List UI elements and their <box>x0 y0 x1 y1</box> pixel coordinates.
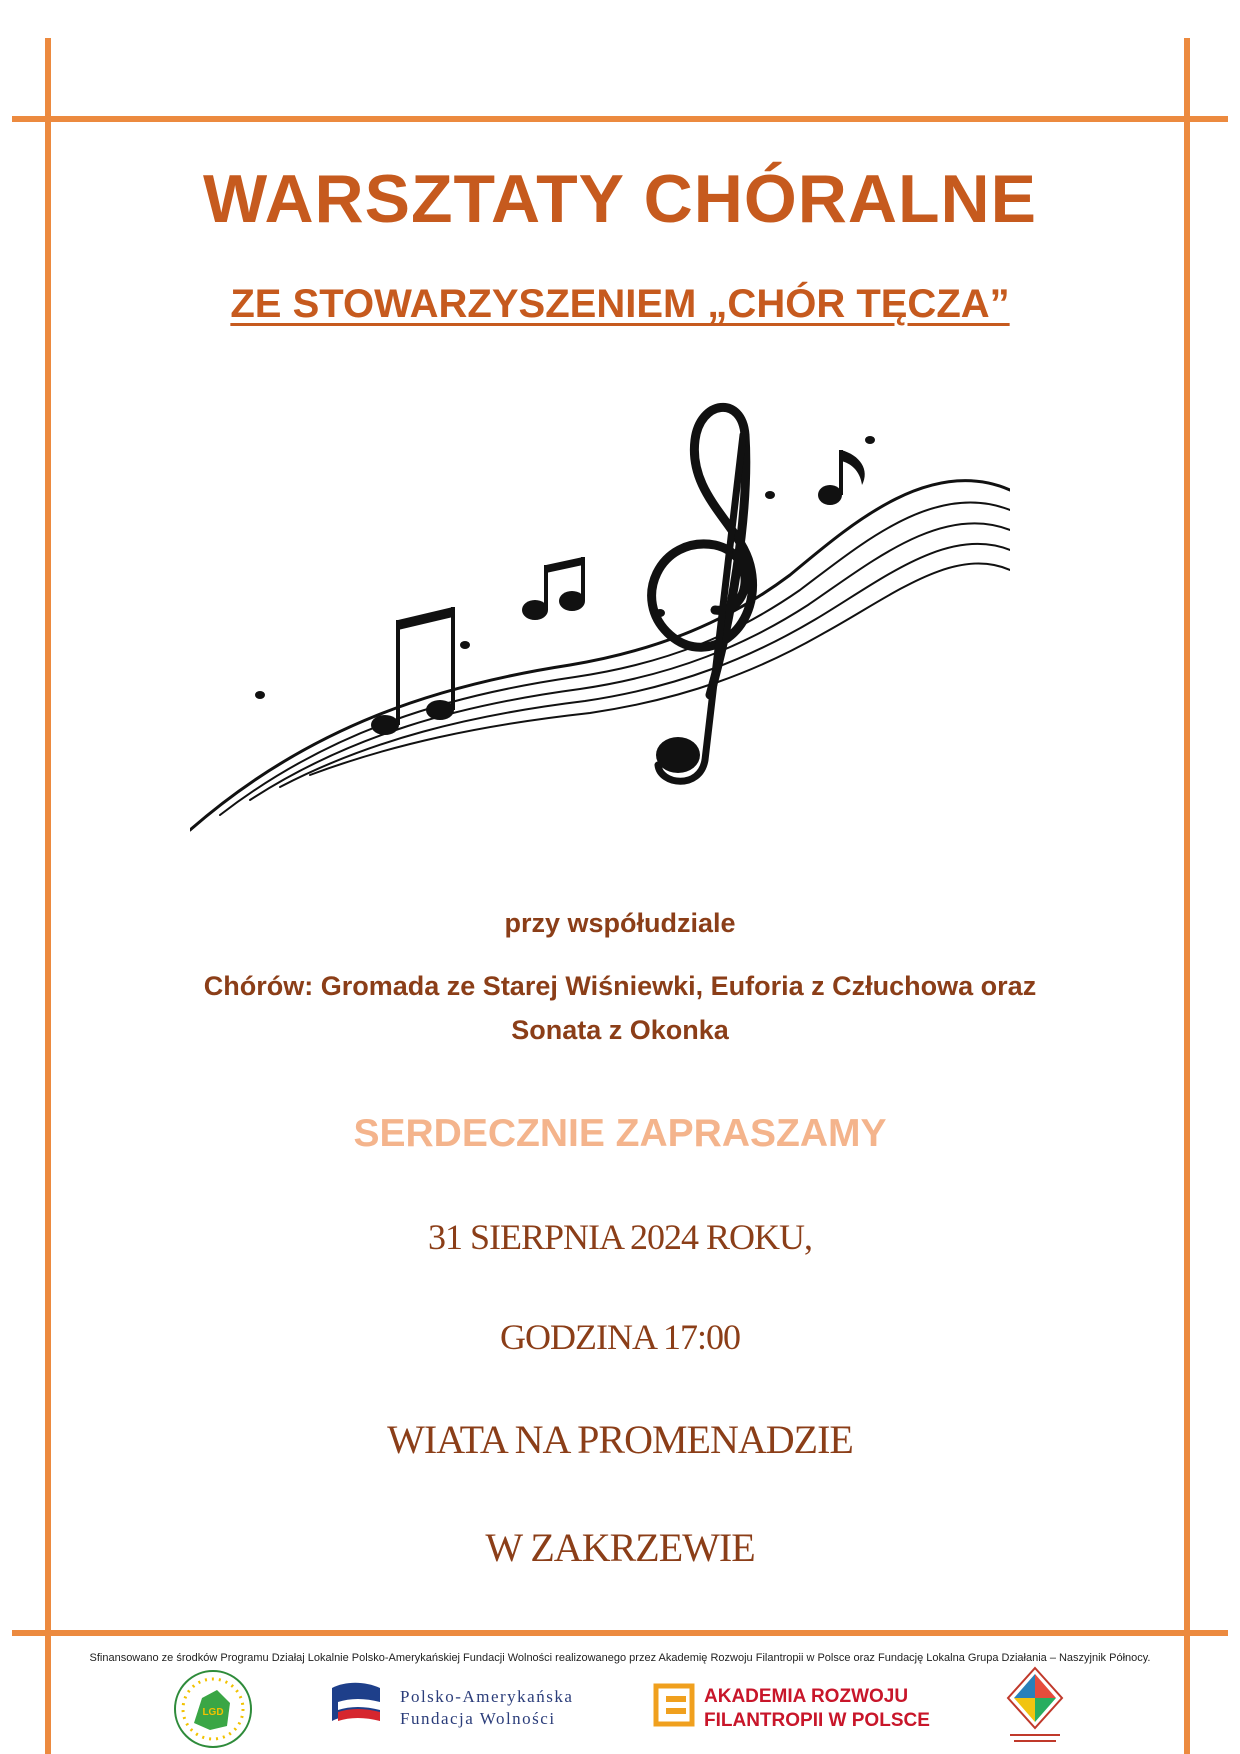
intro-text: przy współudziale <box>504 908 736 938</box>
poster-subtitle-text: ZE STOWARZYSZENIEM „CHÓR TĘCZA” <box>230 282 1010 326</box>
poster-subtitle <box>0 282 1240 327</box>
invite-text: SERDECZNIE ZAPRASZAMY <box>353 1112 887 1155</box>
choirs-line-1: Chórów: Gromada ze Starej Wiśniewki, Euforia z Człuchowa oraz <box>203 971 1037 1001</box>
poster-title: WARSZTATY CHÓRALNE <box>203 161 1037 237</box>
funding-note: Sfinansowano ze środków Programu Działaj Lokalnie Polsko-Amerykańskiej Fundacji Wolności realizowanego przez Akademię Rozwoju Filantropii w Polsce oraz Fundację Lokalna Grupa Działania – Naszyjnik Północy. <box>89 1652 1151 1664</box>
arf-logo-icon <box>652 1678 932 1734</box>
frame-bottom-line <box>12 1630 1228 1636</box>
arf-line-2: FILANTROPII W POLSCE <box>704 1710 930 1731</box>
choirs-text <box>0 964 1240 1052</box>
treble-clef-music-notes-icon <box>190 395 1010 835</box>
event-hour: GODZINA 17:00 <box>500 1317 740 1357</box>
pafw-line-2: Fundacja Wolności <box>400 1709 556 1728</box>
pafw-line-1: Polsko-Amerykańska <box>400 1687 574 1706</box>
lgd-logo-label: LGD <box>202 1707 224 1718</box>
frame-top-line <box>12 116 1228 122</box>
tower-logo-icon <box>1000 1666 1070 1752</box>
event-village: W ZAKRZEWIE <box>485 1525 755 1570</box>
pafw-logo-icon <box>330 1676 600 1736</box>
arf-line-1: AKADEMIA ROZWOJU <box>704 1686 909 1707</box>
event-place: WIATA NA PROMENADZIE <box>387 1417 853 1462</box>
lgd-logo-icon <box>172 1668 254 1750</box>
event-date: 31 SIERPNIA 2024 ROKU, <box>427 1217 813 1257</box>
choirs-line-2: Sonata z Okonka <box>511 1015 729 1045</box>
